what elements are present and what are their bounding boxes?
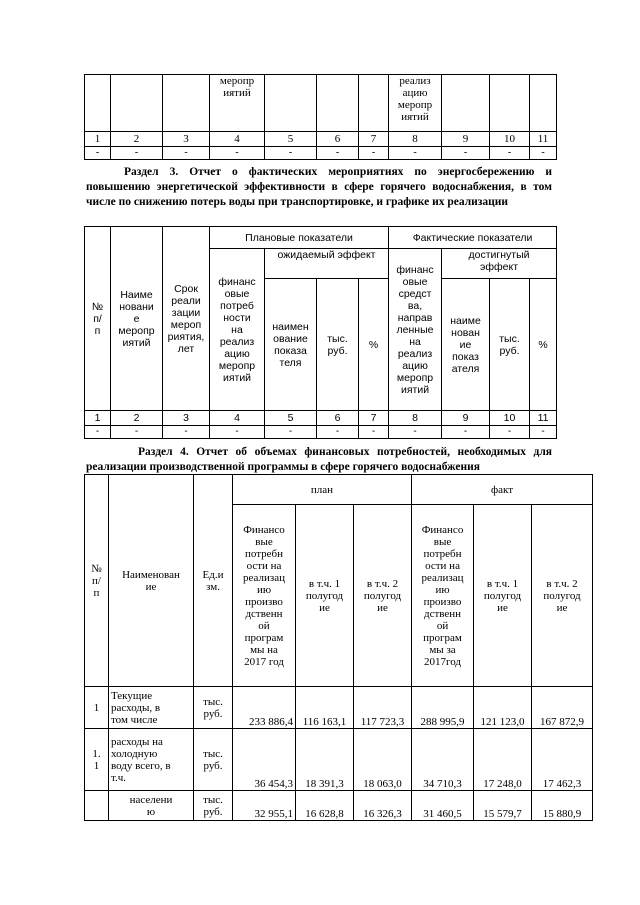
row-value: 121 123,0 <box>474 687 532 729</box>
row-name: Текущие расходы, в том числе <box>109 687 194 729</box>
row-unit: тыс. руб. <box>194 687 233 729</box>
row-value: 18 391,3 <box>296 729 354 791</box>
row-value: 31 460,5 <box>412 791 474 821</box>
header-plan-half-1: в т.ч. 1 полугод ие <box>296 505 354 687</box>
row-number: 1 <box>85 687 109 729</box>
header-number: № п/ п <box>85 227 111 411</box>
row-value: 233 886,4 <box>233 687 296 729</box>
row-value: 16 326,3 <box>354 791 412 821</box>
column-number-row: 1 2 3 4 5 6 7 8 9 10 11 <box>85 132 557 147</box>
row-value: 15 579,7 <box>474 791 532 821</box>
cell-implementation: реализ ацию меропр иятий <box>389 75 442 132</box>
header-number: № п/ п <box>85 475 109 687</box>
row-value: 15 880,9 <box>532 791 593 821</box>
row-unit: тыс. руб. <box>194 729 233 791</box>
row-number: 1. 1 <box>85 729 109 791</box>
section-4-heading: Раздел 4. Отчет об объемах финансовых потребностей, необходимых для реализации производственной программы в сфере горячего водоснабжения <box>86 446 552 473</box>
dash-row: - - - - - - - - - - - <box>85 426 557 439</box>
header-fact-financial-funds: финанс овые средст ва, направ ленные на реализ ацию меропр иятий <box>389 249 442 411</box>
table-row <box>85 791 593 821</box>
row-unit: тыс. руб. <box>194 791 233 821</box>
row-value: 17 462,3 <box>532 729 593 791</box>
row-value: 288 995,9 <box>412 687 474 729</box>
cell-measures: меропр иятий <box>210 75 265 132</box>
row-value: 36 454,3 <box>233 729 296 791</box>
continuation-table <box>84 74 557 160</box>
row-number <box>85 791 109 821</box>
header-fact-half-1: в т.ч. 1 полугод ие <box>474 505 532 687</box>
row-value: 18 063,0 <box>354 729 412 791</box>
row-value: 116 163,1 <box>296 687 354 729</box>
header-fact-half-2: в т.ч. 2 полугод ие <box>532 505 593 687</box>
row-value: 34 710,3 <box>412 729 474 791</box>
header-fact: факт <box>412 475 593 505</box>
header-planned-indicators: Плановые показатели <box>210 227 389 249</box>
header-plan-indicator-name: наимен ование показа теля <box>265 279 317 411</box>
row-value: 167 872,9 <box>532 687 593 729</box>
table-row <box>85 729 593 791</box>
row-name: расходы на холодную воду всего, в т.ч. <box>109 729 194 791</box>
header-plan-financial-needs: Финансо вые потребн ости на реализац ию произво дственн ой програм мы на 2017 год <box>233 505 296 687</box>
header-fact-financial-needs: Финансо вые потребн ости на реализац ию произво дственн ой програм мы за 2017год <box>412 505 474 687</box>
table-row <box>85 687 593 729</box>
header-expected-effect: ожидаемый эффект <box>265 249 389 279</box>
header-fact-percent: % <box>530 279 557 411</box>
continuation-row <box>85 75 557 132</box>
section-3-table <box>84 226 557 439</box>
header-achieved-effect: достигнутый эффект <box>442 249 557 279</box>
header-name: Наименован ие <box>109 475 194 687</box>
section-3-heading: Раздел 3. Отчет о фактических мероприятиях по энергосбережению и повышению энергетической эффективности в сфере горячего водоснабжения, в том числе по снижению потерь воды при транспортировке, и графике их реализации <box>86 166 552 208</box>
dash-row: - - - - - - - - - - - <box>85 147 557 160</box>
header-plan-thousand-rub: тыс. руб. <box>317 279 359 411</box>
header-fact-thousand-rub: тыс. руб. <box>490 279 530 411</box>
header-actual-indicators: Фактические показатели <box>389 227 557 249</box>
header-fact-indicator-name: наиме нован ие показ ателя <box>442 279 490 411</box>
header-unit: Ед.и зм. <box>194 475 233 687</box>
row-value: 32 955,1 <box>233 791 296 821</box>
header-plan-financial-needs: финанс овые потреб ности на реализ ацию меропр иятий <box>210 249 265 411</box>
column-number-row: 1 2 3 4 5 6 7 8 9 10 11 <box>85 411 557 426</box>
header-plan-half-2: в т.ч. 2 полугод ие <box>354 505 412 687</box>
row-value: 16 628,8 <box>296 791 354 821</box>
header-term: Срок реали зации мероп риятия, лет <box>163 227 210 411</box>
row-value: 17 248,0 <box>474 729 532 791</box>
row-value: 117 723,3 <box>354 687 412 729</box>
row-name: населени ю <box>109 791 194 821</box>
section-4-table <box>84 474 593 821</box>
header-plan: план <box>233 475 412 505</box>
header-plan-percent: % <box>359 279 389 411</box>
header-measure-name: Наиме новани е меропр иятий <box>111 227 163 411</box>
